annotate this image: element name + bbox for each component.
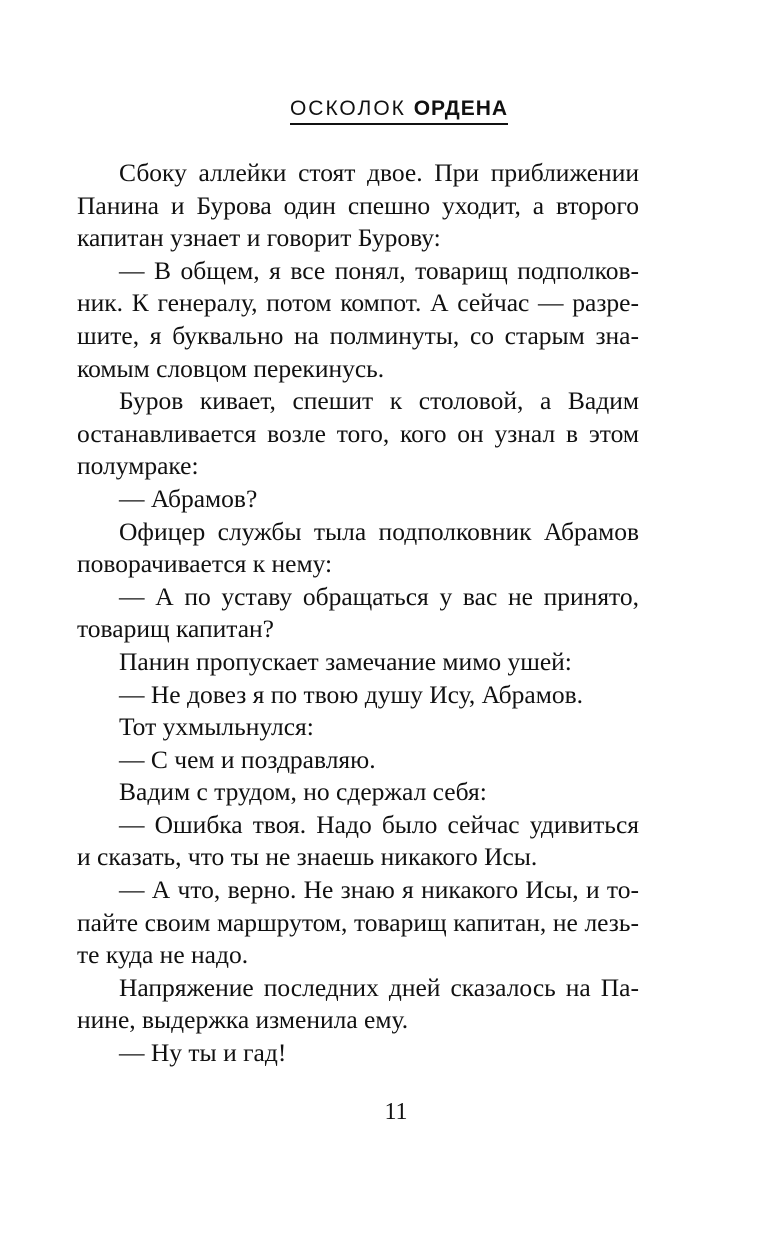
text-line: — А по уставу обращаться у вас не принято, [119, 581, 639, 611]
running-head [0, 96, 768, 125]
text-line: поворачивается к нему: [77, 549, 333, 579]
page-number: 11 [384, 1099, 408, 1125]
text-line: товарищ капитан? [77, 614, 275, 644]
body-text [77, 157, 639, 1070]
text-line: — Абрамов? [119, 483, 258, 513]
text-line: Панин пропускает замечание мимо ушей: [119, 646, 572, 676]
text-line: — Ну ты и гад! [119, 1038, 287, 1068]
text-line: Офицер службы тыла подполковник Абрамов [119, 516, 639, 546]
running-head-part2: ОРДЕНА [413, 97, 509, 120]
text-line: Сбоку аллейки стоят двое. При приближении [119, 158, 639, 187]
text-line: полумраке: [77, 451, 199, 481]
text-line: — Ошибка твоя. Надо было сейчас удивиться [119, 809, 639, 839]
text-line: капитан узнает и говорит Бурову: [77, 223, 441, 253]
text-line: Тот ухмыльнулся: [119, 712, 314, 742]
text-line: ник. К генералу, потом компот. А сейчас — разре- [77, 288, 639, 318]
text-line: — С чем и поздравляю. [119, 744, 376, 774]
text-line: — В общем, я все понял, товарищ подполков- [119, 255, 639, 285]
running-head-title [290, 96, 508, 125]
text-line: и сказать, что ты не знаешь никакого Исы. [77, 842, 538, 872]
text-line: пайте своим маршрутом, товарищ капитан, не лезь- [77, 907, 639, 937]
running-head-part1: ОСКОЛОК [289, 97, 414, 120]
text-line: шите, я буквально на полминуты, со старым зна- [77, 320, 639, 350]
text-line: Напряжение последних дней сказалось на Па- [119, 972, 639, 1002]
text-line: Вадим с трудом, но сдержал себя: [119, 777, 487, 807]
text-line: Панина и Бурова один спешно уходит, а второго [77, 190, 639, 220]
text-line: — А что, верно. Не знаю я никакого Исы, и то- [119, 875, 639, 905]
text-line: комым словцом перекинусь. [77, 353, 385, 383]
text-line: останавливается возле того, кого он узнал в этом [77, 418, 639, 448]
text-line: нине, выдержка изменила ему. [77, 1005, 409, 1035]
text-line: те куда не надо. [77, 940, 249, 970]
text-line: Буров кивает, спешит к столовой, а Вадим [119, 386, 639, 416]
text-line: — Не довез я по твою душу Ису, Абрамов. [119, 679, 584, 709]
